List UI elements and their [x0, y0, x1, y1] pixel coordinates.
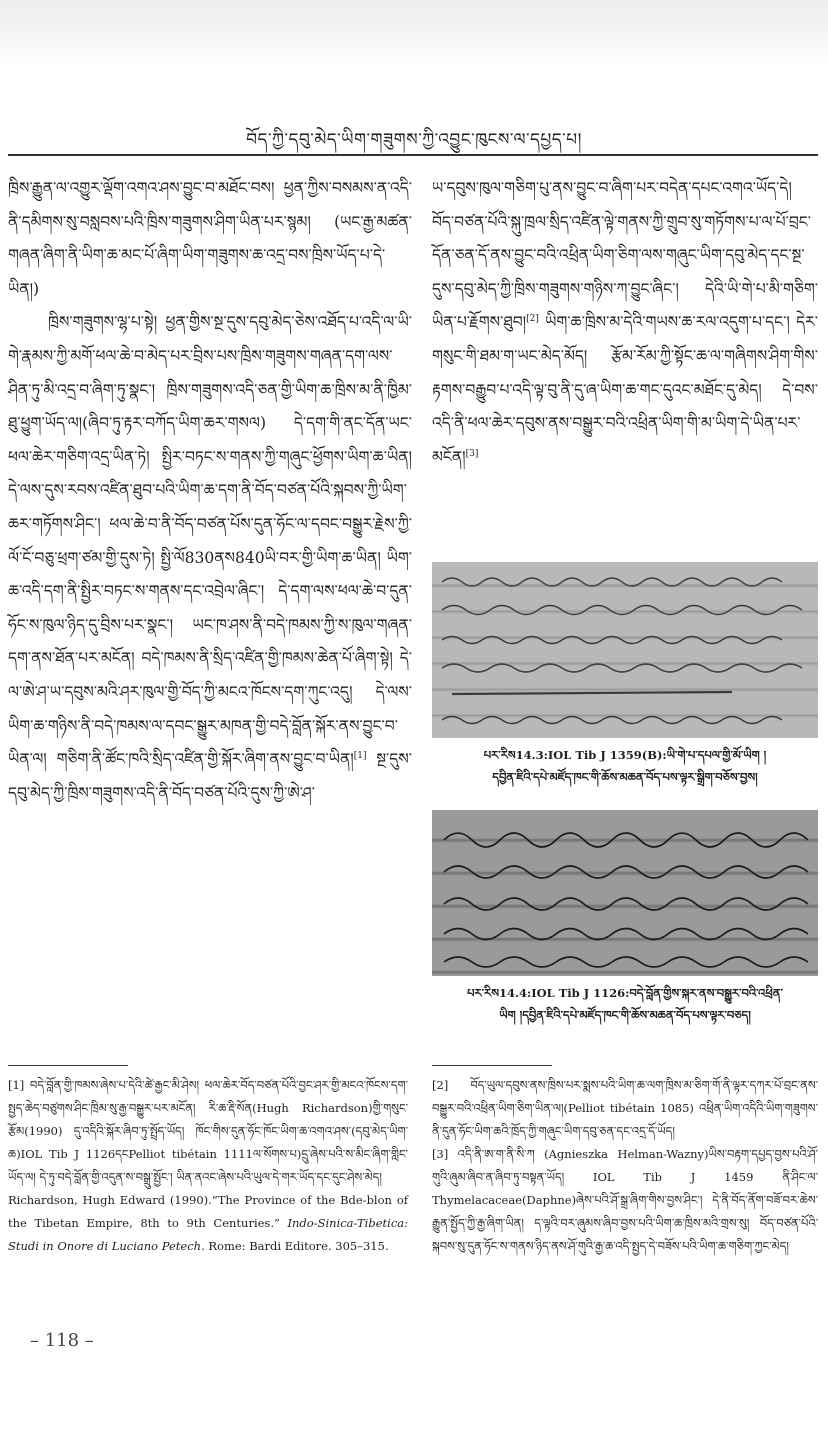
left-column [8, 172, 412, 810]
figure-14-4-caption-line2: ཡིག །དབྱིན་ཇིའི་དཔེ་མཛོད་ཁང་གི་ཆོས་མཆན་བོད་པས་ལྟར་བཅད། [499, 1008, 751, 1022]
handwriting-scribbles-1 [432, 562, 818, 738]
footnote-3: [3] འདི་ནི་ཨ་ག་ནི་སི་ཀ (Agnieszka Helman-Wazny)ཡིས་བརྟག་དཔྱད་བྱས་པའི་ཤོ་གུའི་ཞུམ་ཞིབ་ན་ཞིབ་ཏུ་བསྟན་ཡོད། IOL Tib J 1459 ནི་ཤིང་ལ་Thymelacaceae(Daphne)ཞེས་པའི་ཤོ་སྒྲ་ཞིག་གིས་བྱས་ཤིང་། དེ་ནི་བོད་ནོག་བཟོ་བར་ཆེས་རྒྱུན་སྤྱོད་ཀྱི་རྒྱ་ཞིག་ཡིན། ད་ལྟའི་བར་ཞུམས་ཞིབ་བྱས་པའི་ཡིག་ཆ་ཁྲིས་མའི་གྲས་སུ། བོད་བཙན་པོའི་སྐབས་སུ་དུན་ཧོང་ས་གནས་ཉིད་ནས་ཤོ་གུའི་རྒྱ་ཆ་འདི་སྤྱད་དེ་བཟོས་པའི་ཡིག་ཆ་གཅིག་ཀྱང་མེད། [432, 1147, 818, 1253]
reference-tail: . Rome: Bardi Editore. 305–315. [201, 1239, 389, 1253]
footnote-rule-right [432, 1065, 552, 1066]
figure-14-4-caption [432, 982, 818, 1026]
footnote-mark-2: [2] [526, 314, 539, 325]
footnotes-right [432, 1074, 818, 1258]
reference-text: Richardson, Hugh Edward (1990).“The Province of the Bde-blon of the Tibetan Empire, 8th to 9th Centuries.” [8, 1193, 408, 1230]
footnote-mark-3: [3] [465, 448, 479, 459]
figure-14-3-caption [432, 744, 818, 788]
footnote-2: [2] བོད་ཡུལ་དབུས་ནས་ཁྲིས་པར་སྨས་པའི་ཡིག་ཆ་ལག་ཁྲིས་མ་ཅིག་གོ་ནི་ལྟར་དཀར་པོ་བྲང་ནས་བསྒྱུར་བའི་འཕྲིན་ཡིག་ཅིག་ཡིན་ལ།(Pelliot tibétain 1085) འཕྲིན་ཡིག་འདིའི་ཡིག་གཟུགས་ནི་དུན་ཧོང་ཡིག་ཆའི་ཁྲོད་ཀྱི་གཞུང་ཡིག་དབུ་ཅན་དང་འདྲ་དོ་ཡོད། [432, 1078, 818, 1138]
footnote-mark-1: [1] [353, 750, 367, 761]
footnote-reference [8, 1189, 408, 1258]
reference-journal: Indo-Sinica-Tibetica: Studi in Onore di Luciano Petech [8, 1216, 408, 1253]
handwriting-scribbles-2 [432, 810, 818, 976]
manuscript-image-2 [432, 810, 818, 976]
footnote-rule-left [8, 1065, 128, 1066]
figure-14-3-caption-line1: པར་རིས14.3:IOL Tib J 1359(B):ཡི་གེ་པ་དཔལ་གྱི་མོ་ཡིག ། [483, 748, 767, 762]
figure-14-4 [432, 810, 818, 1026]
right-paragraph [432, 172, 818, 474]
figure-14-3-caption-line2: དབྱིན་ཇིའི་དཔེ་མཛོད་ཁང་གི་ཆོས་མཆན་བོད་པས་ལྟར་སྒྲིག་བཅོས་བྱས། [492, 770, 758, 784]
manuscript-image-1 [432, 562, 818, 738]
running-head: བོད་ཀྱི་དབུ་མེད་ཡིག་གཟུགས་ཀྱི་འབྱུང་ཁུངས་ལ་དཔྱད་པ། [246, 130, 582, 150]
figure-14-3 [432, 562, 818, 788]
left-paragraph-2-text: ཁྲིས་གཟུགས་ལྷ་པ་སྟེ། ཕྱན་གྱིས་སྔ་དུས་དབུ་མེད་ཅེས་འཐོད་པ་འདི་ལ་ཡི་གེ་རྣམས་ཀྱི་མགོ་ཕལ་ཆེ་བ་མེད་པར་བྲིས་པས་ཁྲིས་གཟུགས་གཞན་དག་ལས་ཤིན་ཏུ་མི་འདྲ་བ་ཞིག་ཏུ་སྣང་། ཁྲིས་གཟུགས་འདི་ཅན་གྱི་ཡིག་ཆ་ཁྲིས་མ་ནི་ཁྱིམ་ཐུ་ཕྱུག་ཡོད་ལ།(ཞིབ་ཏུ་རྟར་བཀོད་ཡིག་ཆར་གསལ) དེ་དག་གི་ནང་དོན་ཡང་ཕལ་ཆེར་གཅིག་འདྲ་ཡིན་ཏེ། སྤྱིར་བཏང་ས་གནས་ཀྱི་གཞུང་ཕྱོགས་ཡིག་ཆ་ཡིན། དེ་ལས་དུས་རབས་འཛིན་ཐུབ་པའི་ཡིག་ཆ་དག་ནི་བོད་བཙན་པོའི་སྐབས་ཀྱི་ཡིག་ཆར་གཏོགས་ཤིང་། ཕལ་ཆེ་བ་ནི་བོད་བཙན་པོས་དུན་ཧོང་ལ་དབང་བསྒྱུར་རྗེས་ཀྱི་ལོ་ངོ་བཅུ་ཕྲག་ཙམ་གྱི་དུས་ཏེ། སྤྱི་ལོ830ནས840ཡི་བར་གྱི་ཡིག་ཆ་ཡིན། ཡིག་ཆ་འདི་དག་ནི་སྤྱིར་བཏང་ས་གནས་དང་འབྲེལ་ཞིང་། དེ་དག་ལས་ཕལ་ཆེ་བ་དུན་ཧོང་ས་ཁུལ་ཉིད་དུ་བྲིས་པར་སྣང་། ཡང་ཁ་ཤས་ནི་བདེ་ཁམས་ཀྱི་ས་ཁུལ་གཞན་དག་ནས་ཐོན་པར་མངོན། བདེ་ཁམས་ནི་སྲིད་འཛིན་གྱི་ཁམས་ཆེན་པོ་ཞིག་སྟེ། དེ་ལ་ཨེ་ཤ་ཡ་དབུས་མའི་ཤར་ཁུལ་གྱི་བོད་ཀྱི་མངའ་ཁོངས་དག་ཀུང་འདུ། དེ་ལས་ཡིག་ཆ་གཉིས་ནི་བདེ་ཁམས་ལ་དབང་སྒྱུར་མཁན་གྱི་བདེ་བློན་སྐོར་ནས་བྱུང་བ་ཡིན་ལ། གཅིག་ནི་ཚོང་ཁའི་སྲིད་འཛིན་གྱི་སྐོར་ཞིག་ནས་བྱུང་བ་ཡིན། [8, 313, 412, 769]
left-paragraph-2-tail: སྔ་དུས་དབུ་མེད་ཀྱི་ཁྲིས་གཟུགས་འདི་ནི་བོད་བཙན་པོའི་དུས་ཀྱི་ཨེ་ཤ་ [8, 750, 412, 802]
figure-14-4-caption-line1: པར་རིས14.4:IOL Tib J 1126:བདེ་བློན་གྱིས་སྐར་ནས་བསྒྱུར་བའི་འཕྲིན་ [467, 986, 783, 1000]
page-number: – 118 – [30, 1330, 94, 1351]
left-paragraph-1: ཁྲིས་རྒྱུན་ལ་འགྱུར་ལྡོག་འགའ་ཤས་བྱུང་བ་མཐོང་བས། ཕྱན་ཀྱིས་བསམས་ན་འདི་ནི་དམིགས་སུ་བསླབས་པའི་ཁྲིས་གཟུགས་ཤིག་ཡིན་པར་སྙམ། (ཡང་རྒྱ་མཚན་གཞན་ཞིག་ནི་ཡིག་ཆ་མང་པོ་ཞིག་ཡིག་གཟུགས་ཆ་འདྲ་བས་ཁྲིས་ཡོད་པ་དེ་ཡིན།) [8, 179, 412, 298]
right-column [432, 172, 818, 474]
footnote-1: [1] བདེ་བློན་གྱི་ཁམས་ཞེས་པ་དེའི་ཚེ་རྒྱང་མི་ཤེས། ཕལ་ཆེར་བོད་བཙན་པོའི་བྱང་ཤར་གྱི་མངའ་ཁོངས་དག་སྤྱད་ཆེད་བཙུགས་ཤིང་ཁྲིམ་སུ་རྒྱ་བསྒྱུར་པར་མངོན། རི་ཆ་རྡི་སོན(Hugh Richardson)གྱི་གསུང་རྩོམ(1990) དུ་འདིའི་སྐོར་ཞིབ་ཏུ་སྤྲོད་ཡོད། ཁོང་གིས་དུན་ཧོང་ཁོང་ཡིག་ཆ་འགའ་ཤས་(དབུ་མེད་ཡིག་ཆ)IOL Tib J 1126དངPelliot tibétain 1111ལ་སོགས་པ)དྲུ་ཞེས་པའི་ས་མིང་ཞིག་གླིང་ཡོད་ལ། དེ་ཏུ་བདེ་བློན་གྱི་འདུན་ས་བསྒྲུ་སྤྱོང་། ཡིན་ནའང་ཞེས་པའི་ཡུལ་དེ་གར་ཡོད་དང་དུང་ཤེས་མེད། [8, 1078, 408, 1184]
right-paragraph-cont: ཡིག་ཆ་ཁྲིས་མ་དེའི་གཡས་ཆ་རལ་འདུག་པ་དང་། དེར་གསུང་གི་ཐམ་ག་ཡང་མེད་མོད། རྩོམ་རོམ་ཀྱི་སྟོང་ཆ་ལ་གཞིགས་ཤིག་གིས་རྟགས་བརྒྱུབ་པ་འདི་ལྟ་བུ་ནི་དུ་ཞ་ཡིག་ཆ་གང་དུའང་མཐོང་དུ་མེད། དེ་བས་འདི་ནི་ཕལ་ཆེར་དབུས་ནས་བསྒྱུར་བའི་འཕྲིན་ཡིག་གི་མ་ཡིག་དེ་ཡིན་པར་མངོན། [432, 313, 818, 466]
top-shadow [0, 0, 828, 70]
left-paragraph-2 [8, 306, 412, 810]
footnotes-left [8, 1074, 408, 1258]
right-paragraph-text: ཡ་དབུས་ཁུལ་གཅིག་པུ་ནས་བྱུང་བ་ཞིག་པར་བདེན་དཔང་འགའ་ཡོད་དེ། བོད་བཙན་པོའི་སྐུ་ཁྲལ་སྲིད་འཛིན་ལྟེ་གནས་ཀྱི་གྲུབ་སུ་གཏོགས་པ་ལ་པོ་བྲང་དོན་ཅན་དོ་ནས་བྱུང་བའི་འཕྲིན་ཡིག་ཅིག་ལས་གཞུང་ཡིག་དབུ་མེད་དང་སྔ་དུས་དབུ་མེད་ཀྱི་ཁྲིས་གཟུགས་གཉིས་ཀ་བྱུང་ཞིང་། དེའི་ཡི་གེ་པ་མི་གཅིག་ཡིན་པ་རྗོགས་ཐུབ། [432, 179, 818, 332]
header-rule [8, 154, 818, 156]
